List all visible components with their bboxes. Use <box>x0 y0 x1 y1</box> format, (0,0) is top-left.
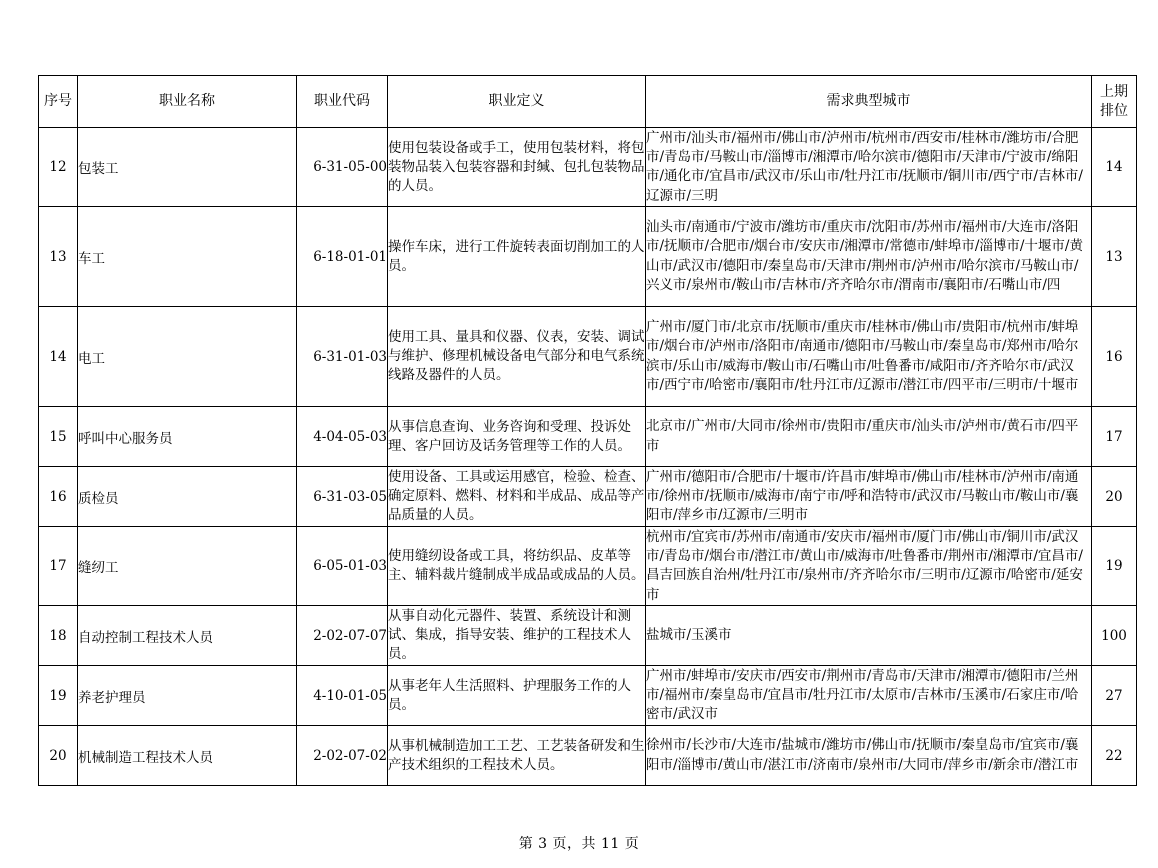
header-name: 职业名称 <box>78 76 297 128</box>
row-definition-text: 使用设备、工具或运用感官，检验、检查、确定原料、燃料、材料和半成品、成品等产品质量的人员。 <box>388 469 645 523</box>
row-definition <box>388 726 646 786</box>
row-rank: 14 <box>1092 128 1137 207</box>
row-rank: 22 <box>1092 726 1137 786</box>
row-rank: 17 <box>1092 407 1137 467</box>
row-seq: 20 <box>39 726 78 786</box>
row-definition <box>388 307 646 407</box>
row-cities <box>646 128 1092 207</box>
row-seq: 12 <box>39 128 78 207</box>
row-definition-text: 使用工具、量具和仪器、仪表，安装、调试与维护、修理机械设备电气部分和电气系统线路及器件的人员。 <box>388 329 645 383</box>
header-cities: 需求典型城市 <box>646 76 1092 128</box>
row-cities-text: 北京市/广州市/大同市/徐州市/贵阳市/重庆市/汕头市/泸州市/黄石市/四平市 <box>646 418 1079 454</box>
table-row <box>39 128 1137 207</box>
row-name: 机械制造工程技术人员 <box>78 726 297 786</box>
row-name: 养老护理员 <box>78 666 297 726</box>
row-name: 包装工 <box>78 128 297 207</box>
row-definition-text: 操作车床，进行工件旋转表面切削加工的人员。 <box>388 238 645 274</box>
row-cities-text: 广州市/汕头市/福州市/佛山市/泸州市/杭州市/西安市/桂林市/潍坊市/合肥市/青岛市/马鞍山市/淄博市/湘潭市/哈尔滨市/德阳市/天津市/宁波市/绵阳市/通化市/宜昌市/武汉市/乐山市/牡丹江市/抚顺市/铜川市/西宁市/吉林市/辽源市/三明 <box>646 129 1083 204</box>
row-cities-text: 杭州市/宜宾市/苏州市/南通市/安庆市/福州市/厦门市/佛山市/铜川市/武汉市/青岛市/烟台市/潜江市/黄山市/威海市/吐鲁番市/荆州市/湘潭市/宜昌市/昌吉回族自治州/牡丹江市/泉州市/齐齐哈尔市/三明市/辽源市/哈密市/延安市 <box>646 528 1083 603</box>
row-code: 6-18-01-01 <box>297 207 388 307</box>
table-body <box>39 128 1137 786</box>
row-cities <box>646 606 1092 666</box>
row-code: 6-31-05-00 <box>297 128 388 207</box>
row-name: 呼叫中心服务员 <box>78 407 297 467</box>
row-definition-text: 使用缝纫设备或工具，将纺织品、皮革等主、辅料裁片缝制成半成品或成品的人员。 <box>388 548 645 583</box>
row-definition <box>388 527 646 606</box>
row-definition <box>388 407 646 467</box>
row-rank: 20 <box>1092 467 1137 527</box>
row-code: 4-10-01-05 <box>297 666 388 726</box>
row-definition-text: 从事老年人生活照料、护理服务工作的人员。 <box>388 677 631 713</box>
row-name: 电工 <box>78 307 297 407</box>
row-seq: 16 <box>39 467 78 527</box>
row-definition <box>388 128 646 207</box>
row-cities <box>646 527 1092 606</box>
row-definition-text: 使用包装设备或手工，使用包装材料，将包装物品装入包装容器和封缄、包扎包装物品的人员。 <box>388 139 645 194</box>
header-rank: 上期排位 <box>1092 76 1137 128</box>
row-definition <box>388 467 646 527</box>
row-cities <box>646 726 1092 786</box>
row-seq: 15 <box>39 407 78 467</box>
table-row <box>39 527 1137 606</box>
row-code: 6-31-03-05 <box>297 467 388 527</box>
table-row <box>39 207 1137 307</box>
table-header-row <box>39 76 1137 128</box>
row-cities-text: 徐州市/长沙市/大连市/盐城市/潍坊市/佛山市/抚顺市/秦皇岛市/宜宾市/襄阳市/淄博市/黄山市/湛江市/济南市/泉州市/大同市/萍乡市/新余市/潜江市 <box>646 737 1079 773</box>
row-definition-text: 从事机械制造加工工艺、工艺装备研发和生产技术组织的工程技术人员。 <box>388 737 645 773</box>
row-rank: 27 <box>1092 666 1137 726</box>
header-code: 职业代码 <box>297 76 388 128</box>
row-seq: 18 <box>39 606 78 666</box>
row-cities <box>646 467 1092 527</box>
occupation-table <box>38 75 1137 786</box>
row-name: 缝纫工 <box>78 527 297 606</box>
row-definition-text: 从事信息查询、业务咨询和受理、投诉处理、客户回访及话务管理等工作的人员。 <box>388 418 631 454</box>
row-cities <box>646 307 1092 407</box>
table-row <box>39 407 1137 467</box>
page-footer: 第 3 页，共 11 页 <box>518 836 640 852</box>
row-definition <box>388 207 646 307</box>
row-cities-text: 广州市/德阳市/合肥市/十堰市/许昌市/蚌埠市/佛山市/桂林市/泸州市/南通市/徐州市/抚顺市/威海市/南宁市/呼和浩特市/武汉市/马鞍山市/鞍山市/襄阳市/萍乡市/辽源市/三明市 <box>646 468 1079 524</box>
row-rank: 19 <box>1092 527 1137 606</box>
table-row <box>39 666 1137 726</box>
table-row <box>39 606 1137 666</box>
row-code: 6-31-01-03 <box>297 307 388 407</box>
header-seq: 序号 <box>39 76 78 128</box>
row-name: 自动控制工程技术人员 <box>78 606 297 666</box>
row-cities-text: 盐城市/玉溪市 <box>646 626 732 643</box>
row-definition <box>388 606 646 666</box>
row-code: 6-05-01-03 <box>297 527 388 606</box>
row-definition-text: 从事自动化元器件、装置、系统设计和测试、集成，指导安装、维护的工程技术人员。 <box>388 608 631 662</box>
table-row <box>39 467 1137 527</box>
row-name: 车工 <box>78 207 297 307</box>
table-row <box>39 726 1137 786</box>
row-cities <box>646 207 1092 307</box>
row-name: 质检员 <box>78 467 297 527</box>
row-cities <box>646 666 1092 726</box>
row-seq: 19 <box>39 666 78 726</box>
row-cities-text: 广州市/厦门市/北京市/抚顺市/重庆市/桂林市/佛山市/贵阳市/杭州市/蚌埠市/烟台市/泸州市/洛阳市/南通市/德阳市/马鞍山市/秦皇岛市/郑州市/哈尔滨市/乐山市/威海市/鞍山市/石嘴山市/吐鲁番市/咸阳市/齐齐哈尔市/武汉市/西宁市/哈密市/襄阳市/牡丹江市/辽源市/潜江市/四平市/三明市/十堰市 <box>646 318 1079 393</box>
row-cities <box>646 407 1092 467</box>
row-seq: 17 <box>39 527 78 606</box>
row-code: 2-02-07-02 <box>297 726 388 786</box>
table-row <box>39 307 1137 407</box>
row-code: 4-04-05-03 <box>297 407 388 467</box>
row-code: 2-02-07-07 <box>297 606 388 666</box>
row-cities-text: 汕头市/南通市/宁波市/潍坊市/重庆市/沈阳市/苏州市/福州市/大连市/洛阳市/抚顺市/合肥市/烟台市/安庆市/湘潭市/常德市/蚌埠市/淄博市/十堰市/黄山市/武汉市/德阳市/秦皇岛市/天津市/荆州市/泸州市/哈尔滨市/马鞍山市/兴义市/泉州市/鞍山市/吉林市/齐齐哈尔市/渭南市/襄阳市/石嘴山市/四 <box>646 218 1083 293</box>
row-cities-text: 广州市/蚌埠市/安庆市/西安市/荆州市/青岛市/天津市/湘潭市/德阳市/兰州市/福州市/秦皇岛市/宜昌市/牡丹江市/太原市/吉林市/玉溪市/石家庄市/哈密市/武汉市 <box>646 667 1079 723</box>
header-definition: 职业定义 <box>388 76 646 128</box>
row-rank: 16 <box>1092 307 1137 407</box>
row-rank: 13 <box>1092 207 1137 307</box>
row-seq: 13 <box>39 207 78 307</box>
row-rank: 100 <box>1092 606 1137 666</box>
row-definition <box>388 666 646 726</box>
row-seq: 14 <box>39 307 78 407</box>
